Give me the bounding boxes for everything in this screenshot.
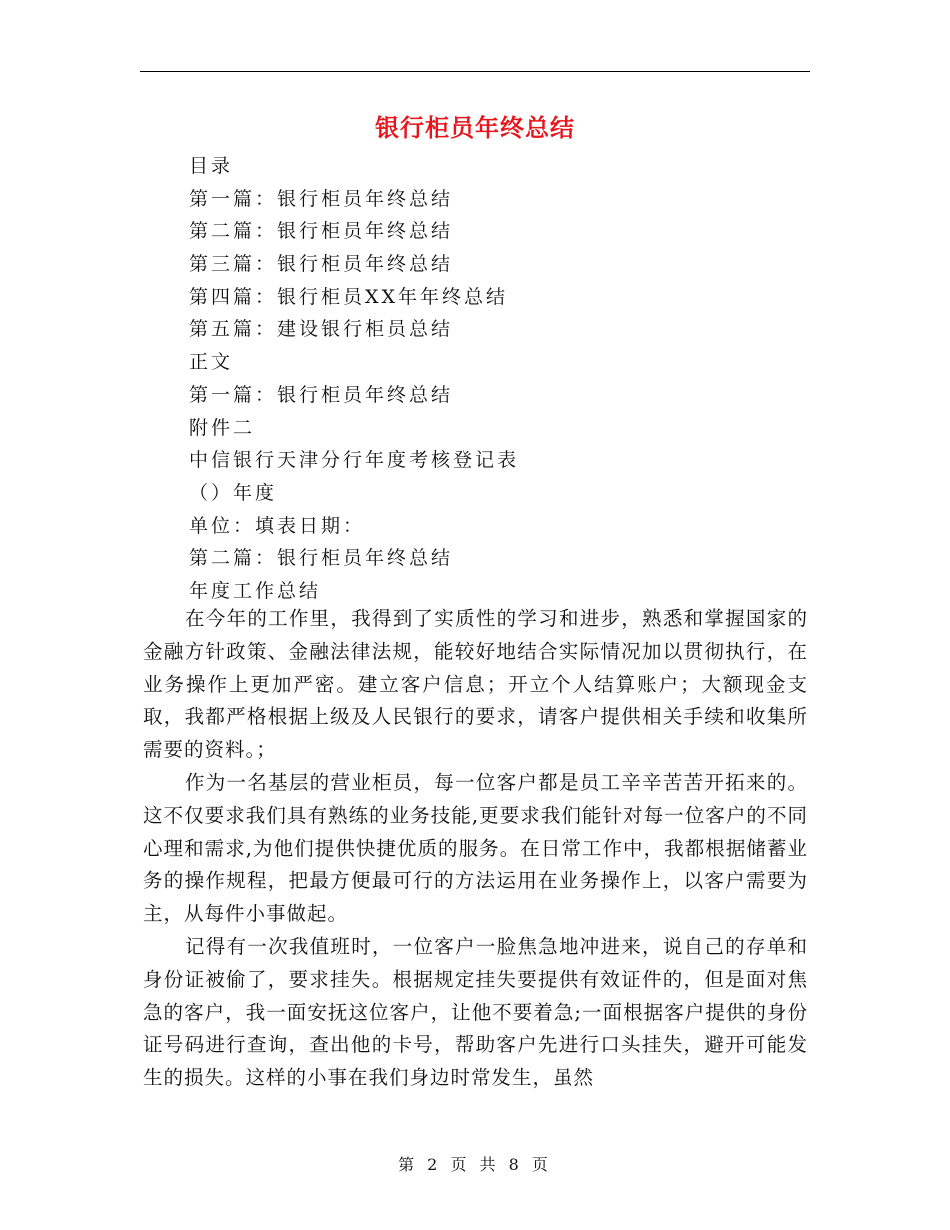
paragraph: 在今年的工作里，我得到了实质性的学习和进步，熟悉和掌握国家的金融方针政策、金融法律法规，能较好地结合实际情况加以贯彻执行，在业务操作上更加严密。建立客户信息；开立个人结算账户；大额现金支取，我都严格根据上级及人民银行的要求，请客户提供相关手续和收集所需要的资料。； <box>143 607 808 762</box>
toc-line: 第二篇：银行柜员年终总结 <box>189 547 454 570</box>
toc-line: 正文 <box>189 351 234 374</box>
toc-line: 年度工作总结 <box>189 579 322 602</box>
page-number-footer: 第 2 页 共 8 页 <box>398 1155 552 1174</box>
toc-line: 第四篇：银行柜员XX年年终总结 <box>189 285 509 308</box>
header-rule <box>140 71 810 72</box>
toc-line: 目录 <box>189 155 234 177</box>
body-text <box>143 603 808 1095</box>
toc-line: 第二篇：银行柜员年终总结 <box>189 220 454 243</box>
paragraph: 作为一名基层的营业柜员，每一位客户都是员工辛辛苦苦开拓来的。这不仅要求我们具有熟练的业务技能,更要求我们能针对每一位客户的不同心理和需求,为他们提供快捷优质的服务。在日常工作中，我都根据储蓄业务的操作规程，把最方便最可行的方法运用在业务操作上，以客户需要为主，从每件小事做起。 <box>143 770 808 926</box>
toc-line: 第一篇：银行柜员年终总结 <box>189 383 454 406</box>
toc-line: 单位：填表日期： <box>189 514 366 537</box>
toc-line: 第一篇：银行柜员年终总结 <box>189 187 454 210</box>
toc-line: 第三篇：银行柜员年终总结 <box>189 253 454 276</box>
table-of-contents <box>189 150 809 608</box>
paragraph: 记得有一次我值班时，一位客户一脸焦急地冲进来，说自己的存单和身份证被偷了，要求挂失。根据规定挂失要提供有效证件的，但是面对焦急的客户，我一面安抚这位客户，让他不要着急;一面根据客户提供的身份证号码进行查询，查出他的卡号，帮助客户先进行口头挂失，避开可能发生的损失。这样的小事在我们身边时常发生，虽然 <box>143 934 808 1090</box>
document-title: 银行柜员年终总结 <box>375 113 575 142</box>
toc-line: （）年度 <box>189 481 278 504</box>
toc-line: 第五篇：建设银行柜员总结 <box>189 318 454 341</box>
toc-line: 中信银行天津分行年度考核登记表 <box>189 449 520 472</box>
toc-line: 附件二 <box>189 416 256 439</box>
